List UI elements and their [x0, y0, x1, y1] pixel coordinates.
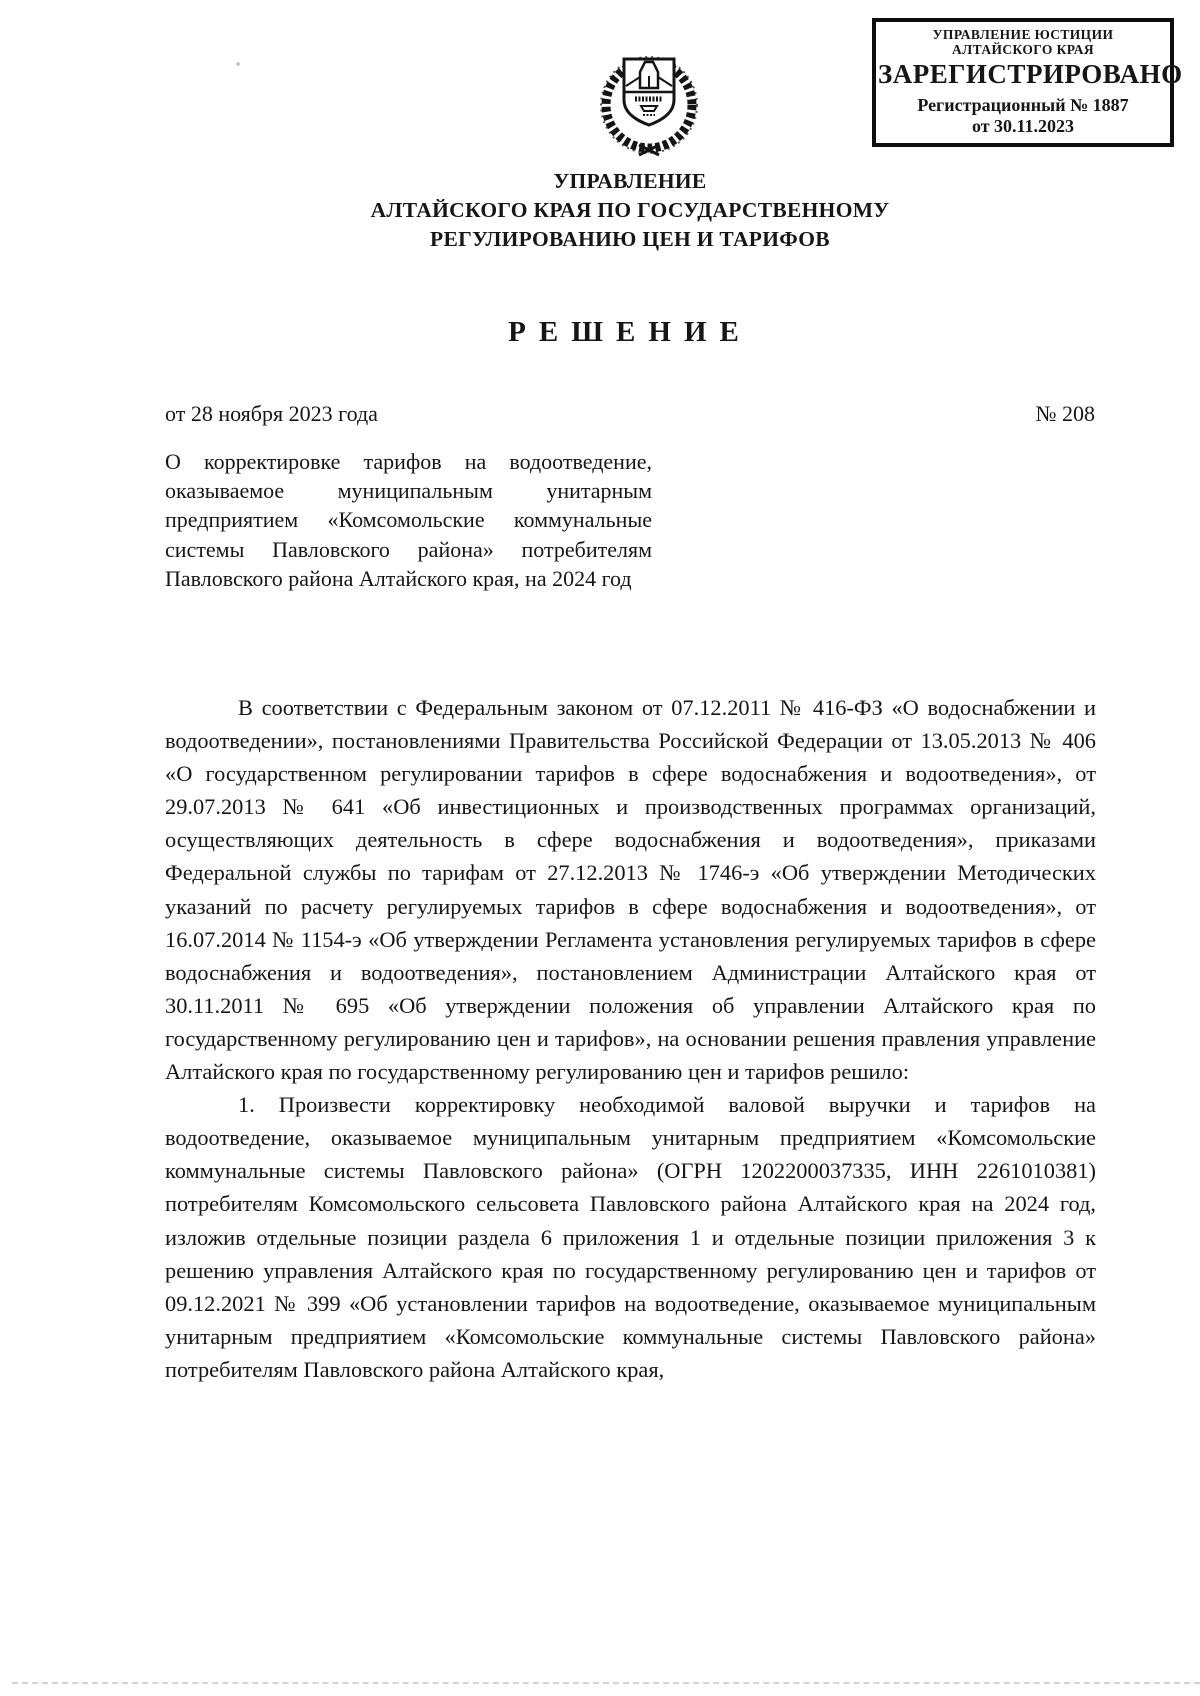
stamp-org-line1: УПРАВЛЕНИЕ ЮСТИЦИИ — [932, 27, 1114, 42]
org-header-line3: РЕГУЛИРОВАНИЮ ЦЕН И ТАРИФОВ — [430, 227, 830, 251]
altai-krai-emblem — [596, 45, 702, 159]
subject-paragraph: О корректировке тарифов на водоотведение, оказываемое муниципальным унитарным предприятием «Комсомольские коммунальные системы Павловского района» потребителям Павловского района Алтайского края, на 2024 год — [165, 449, 652, 591]
registration-stamp — [872, 18, 1183, 147]
doc-meta-row — [165, 401, 1095, 427]
org-header — [165, 167, 1095, 254]
coat-of-arms-icon — [596, 45, 702, 159]
org-header-line2: АЛТАЙСКОГО КРАЯ ПО ГОСУДАРСТВЕННОМУ — [370, 198, 890, 222]
stamp-reg-date: от 30.11.2023 — [971, 116, 1075, 136]
stamp-status: ЗАРЕГИСТРИРОВАНО — [878, 59, 1183, 89]
stamp-org-line2: АЛТАЙСКОГО КРАЯ — [951, 42, 1095, 57]
body-text — [165, 691, 1096, 1386]
org-header-line1: УПРАВЛЕНИЕ — [553, 169, 707, 193]
body-paragraph-2: 1. Произвести корректировку необходимой валовой выручки и тарифов на водоотведение, оказываемое муниципальным унитарным предприятием «Комсомольские коммунальные системы Павловского района» (ОГРН 1202200037335, ИНН 2261010381) потребителям Комсомольского сельсовета Павловского района Алтайского края на 2024 год, изложив отдельные позиции раздела 6 приложения 1 и отдельные позиции приложения 3 к решению управления Алтайского края по государственному регулированию цен и тарифов от 09.12.2021 № 399 «Об установлении тарифов на водоотведение, оказываемое муниципальным унитарным предприятием «Комсомольские коммунальные системы Павловского района» потребителям Павловского района Алтайского края, — [165, 1092, 1096, 1382]
scan-speck — [236, 62, 240, 66]
stamp-reg-number: Регистрационный № 1887 — [917, 95, 1129, 115]
doc-number: № 208 — [1035, 401, 1095, 426]
scan-artifact-line — [12, 1682, 1200, 1684]
doc-date: от 28 ноября 2023 года — [165, 401, 378, 426]
body-paragraph-1: В соответствии с Федеральным законом от 07.12.2011 № 416-ФЗ «О водоснабжении и водоотведении», постановлениями Правительства Российской Федерации от 13.05.2013 № 406 «О государственном регулировании тарифов в сфере водоснабжения и водоотведения», от 29.07.2013 № 641 «Об инвестиционных и производственных программах организаций, осуществляющих деятельность в сфере водоснабжения и водоотведения», приказами Федеральной службы по тарифам от 27.12.2013 № 1746-э «Об утверждении Методических указаний по расчету регулируемых тарифов в сфере водоснабжения и водоотведения», от 16.07.2014 № 1154-э «Об утверждении Регламента установления регулируемых тарифов в сфере водоснабжения и водоотведения», постановлением Администрации Алтайского края от 30.11.2011 № 695 «Об утверждении положения об управлении Алтайского края по государственному регулированию цен и тарифов», на основании решения правления управление Алтайского края по государственному регулированию цен и тарифов решило: — [165, 695, 1096, 1085]
doc-type-title: РЕШЕНИЕ — [508, 316, 752, 348]
